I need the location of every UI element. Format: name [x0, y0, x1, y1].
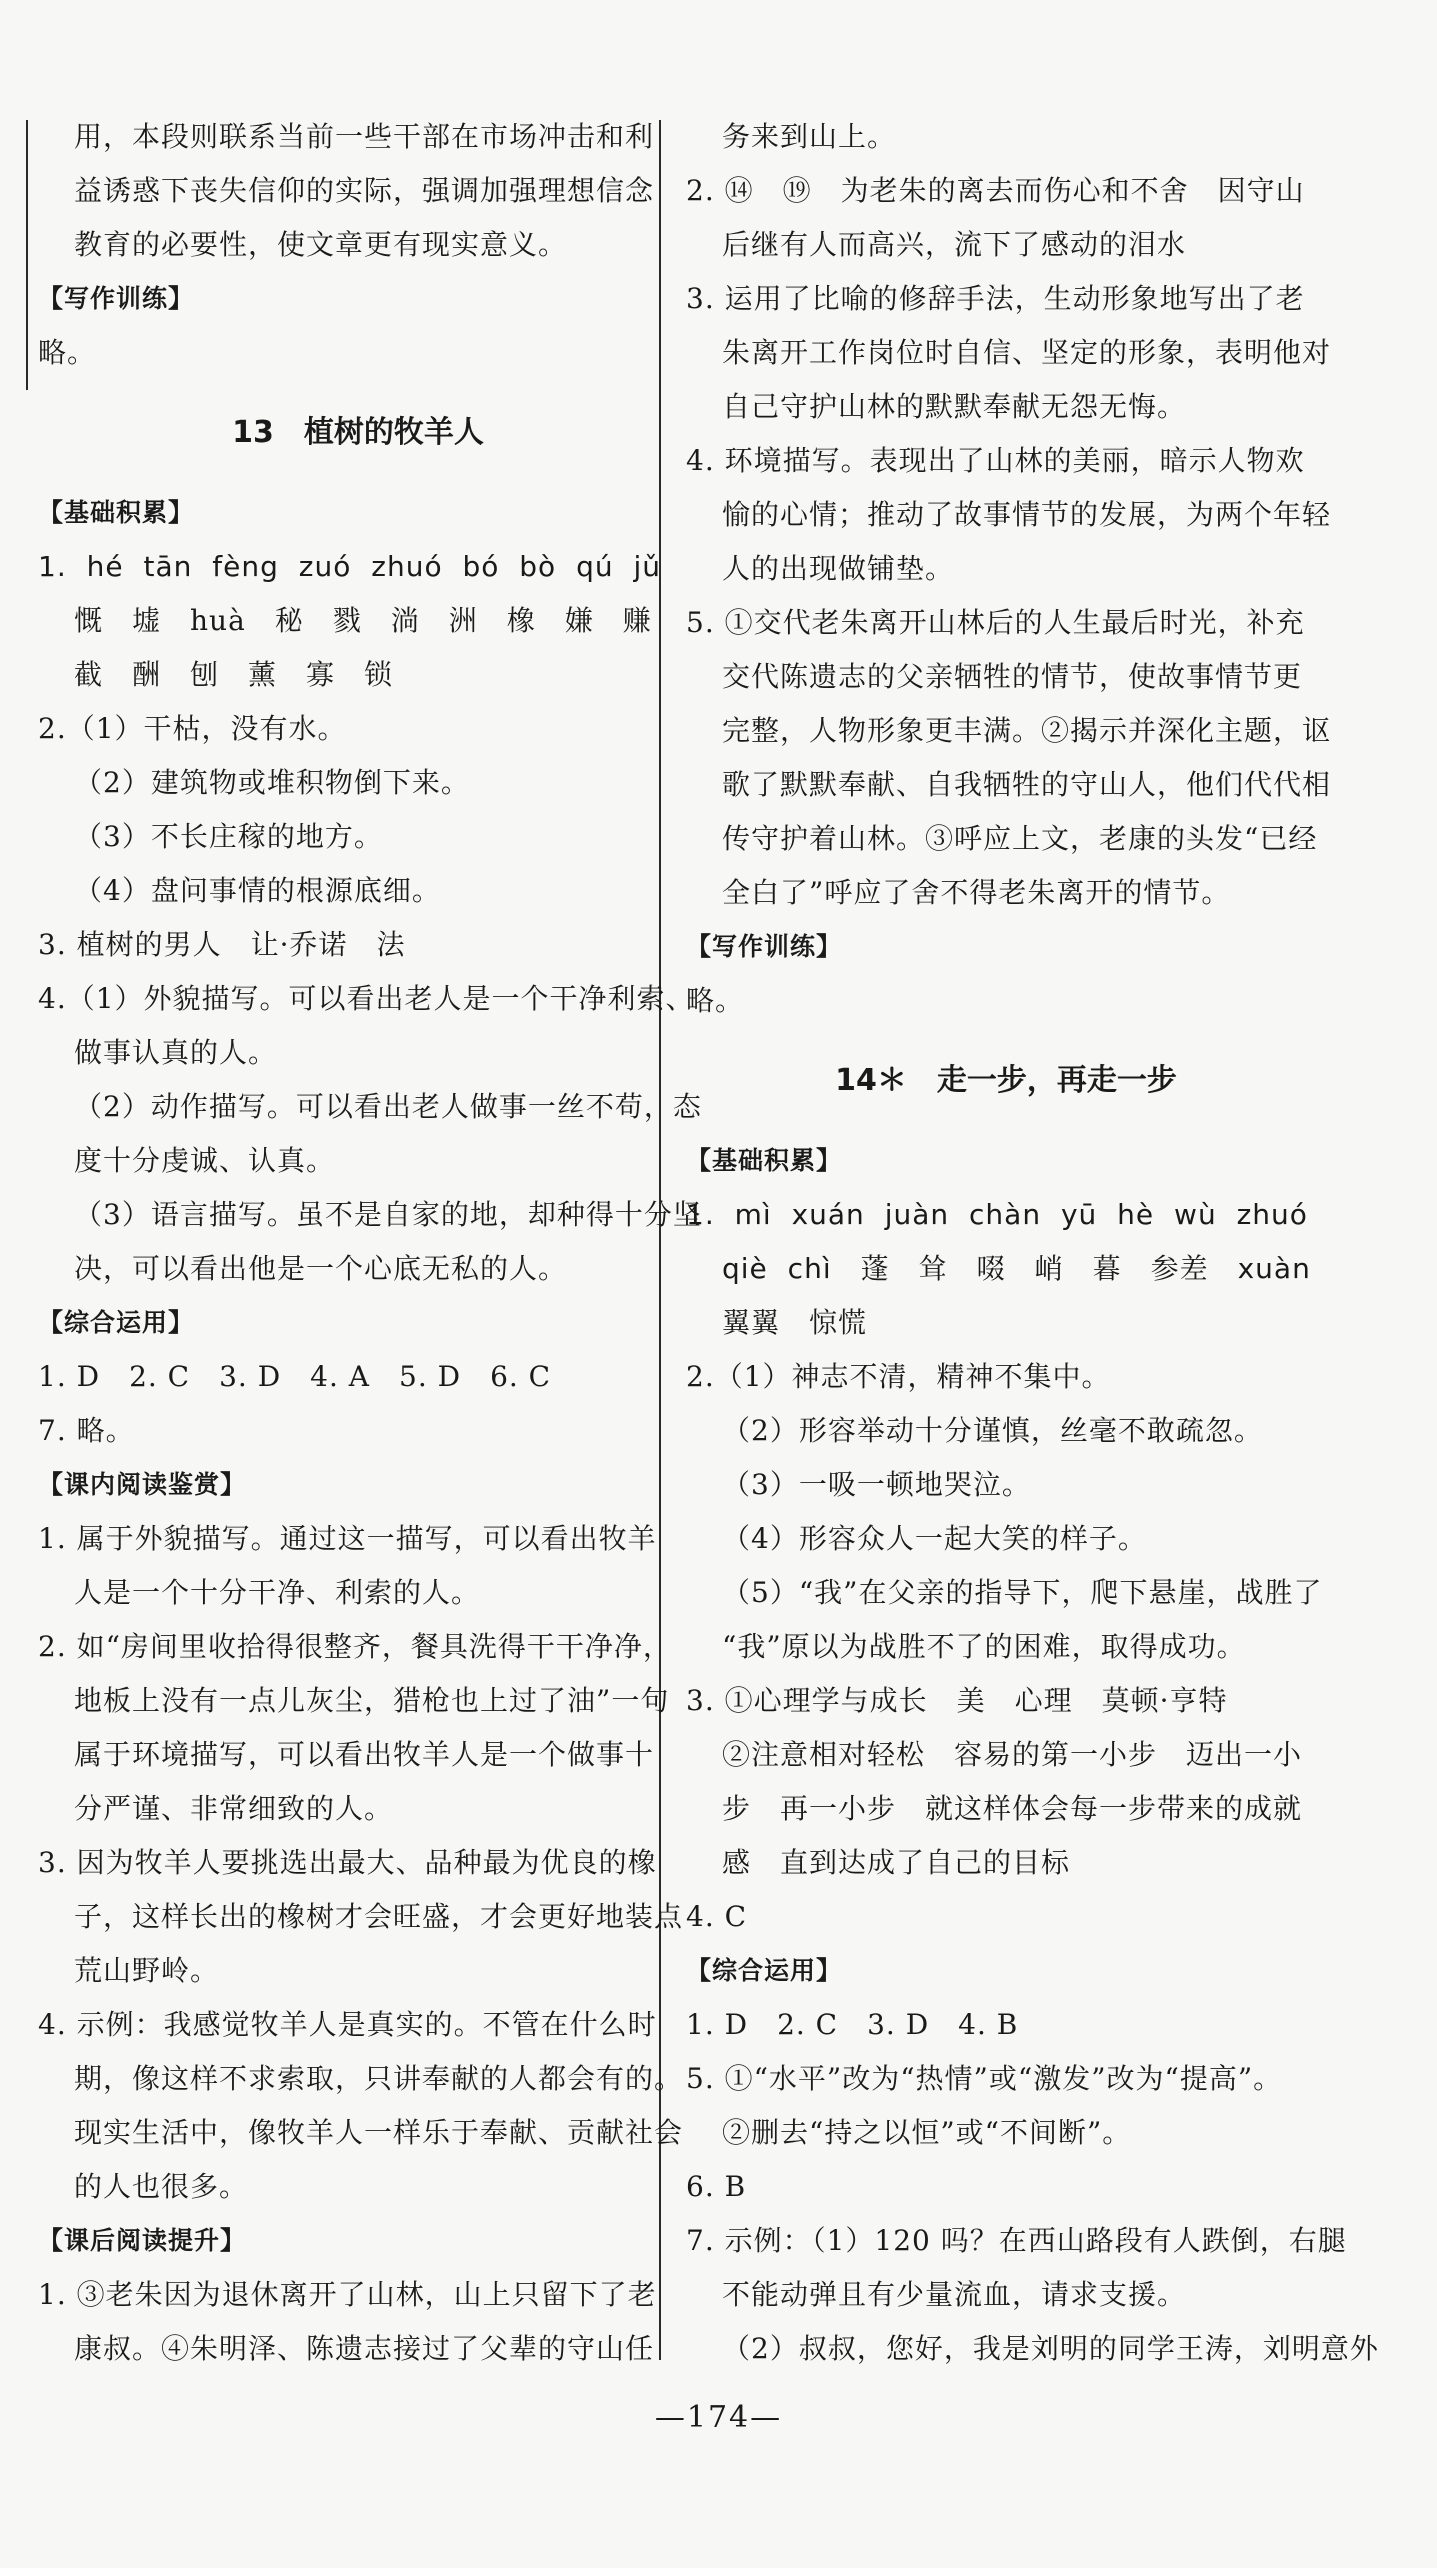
text-line: 5. ①交代老朱离开山林后的人生最后时光，补充 — [686, 606, 1305, 639]
section-heading: 【基础积累】 — [38, 498, 195, 527]
text-line: 不能动弹且有少量流血，请求支援。 — [722, 2278, 1187, 2311]
text-line: 后继有人而高兴，流下了感动的泪水 — [722, 228, 1187, 261]
text-line: 人的出现做铺垫。 — [722, 552, 955, 585]
text-line: 全白了”呼应了舍不得老朱离开的情节。 — [722, 876, 1231, 909]
text-line: 略。 — [686, 984, 745, 1017]
section-heading: 【课后阅读提升】 — [38, 2226, 247, 2255]
text-line: 3. ①心理学与成长 美 心理 莫顿·亨特 — [686, 1684, 1228, 1717]
text-line: 1. D 2. C 3. D 4. A 5. D 6. C — [38, 1360, 552, 1393]
text-line: 截 酬 刨 薰 寡 锁 — [74, 658, 394, 691]
section-heading: 【综合运用】 — [686, 1956, 843, 1985]
text-line: 分严谨、非常细致的人。 — [74, 1792, 394, 1825]
pinyin-line: 1. mì xuán juàn chàn yū hè wù zhuó — [686, 1198, 1308, 1231]
text-line: 期，像这样不求索取，只讲奉献的人都会有的。 — [74, 2062, 684, 2095]
section-heading: 【课内阅读鉴赏】 — [38, 1470, 247, 1499]
text-line: 益诱惑下丧失信仰的实际，强调加强理想信念 — [74, 174, 655, 207]
text-line: 用，本段则联系当前一些干部在市场冲击和利 — [74, 120, 655, 153]
text-line: ②删去“持之以恒”或“不间断”。 — [722, 2116, 1132, 2149]
text-line: 7. 略。 — [38, 1414, 135, 1447]
text-line: 地板上没有一点儿灰尘，猎枪也上过了油”一句 — [74, 1684, 670, 1717]
text-line: 2. ⑭ ⑲ 为老朱的离去而伤心和不舍 因守山 — [686, 174, 1305, 207]
text-line: 3. 植树的男人 让·乔诺 法 — [38, 928, 406, 961]
text-line: 感 直到达成了自己的目标 — [722, 1846, 1071, 1879]
text-line: 4. 示例：我感觉牧羊人是真实的。不管在什么时 — [38, 2008, 657, 2041]
text-line: 朱离开工作岗位时自信、坚定的形象，表明他对 — [722, 336, 1332, 369]
text-line: 翼翼 惊慌 — [722, 1306, 868, 1339]
text-line: 子，这样长出的橡树才会旺盛，才会更好地装点 — [74, 1900, 684, 1933]
text-line: 略。 — [38, 336, 97, 369]
text-line: 4.（1）外貌描写。可以看出老人是一个干净利索、 — [38, 982, 695, 1015]
text-line: （4）形容众人一起大笑的样子。 — [722, 1522, 1147, 1555]
text-line: 荒山野岭。 — [74, 1954, 220, 1987]
text-line: 1. 属于外貌描写。通过这一描写，可以看出牧羊 — [38, 1522, 657, 1555]
text-line: （2）形容举动十分谨慎，丝毫不敢疏忽。 — [722, 1414, 1263, 1447]
text-line: 完整，人物形象更丰满。②揭示并深化主题，讴 — [722, 714, 1332, 747]
text-line: 慨 墟 huà 秘 戮 淌 洲 橡 嫌 赚 — [74, 604, 652, 637]
text-line: （3）不长庄稼的地方。 — [74, 820, 383, 853]
text-line: 的人也很多。 — [74, 2170, 249, 2203]
text-line: 自己守护山林的默默奉献无怨无悔。 — [722, 390, 1187, 423]
text-line: 决，可以看出他是一个心底无私的人。 — [74, 1252, 568, 1285]
text-line: （3）一吸一顿地哭泣。 — [722, 1468, 1031, 1501]
text-line: 教育的必要性，使文章更有现实意义。 — [74, 228, 568, 261]
text-line: （2）叔叔，您好，我是刘明的同学王涛，刘明意外 — [722, 2332, 1379, 2365]
text-line: 传守护着山林。③呼应上文，老康的头发“已经 — [722, 822, 1318, 855]
text-line: 1. ③老朱因为退休离开了山林，山上只留下了老 — [38, 2278, 657, 2311]
page-number: —174— — [654, 2400, 783, 2435]
right-column — [686, 110, 1379, 2376]
text-line: 务来到山上。 — [722, 120, 897, 153]
text-line: （4）盘问事情的根源底细。 — [74, 874, 441, 907]
text-line: 2.（1）神志不清，精神不集中。 — [686, 1360, 1111, 1393]
section-heading: 【基础积累】 — [686, 1146, 843, 1175]
text-line: 歌了默默奉献、自我牺牲的守山人，他们代代相 — [722, 768, 1332, 801]
text-line: 2. 如“房间里收拾得很整齐，餐具洗得干干净净， — [38, 1630, 672, 1663]
text-line: 人是一个十分干净、利索的人。 — [74, 1576, 481, 1609]
text-line: 6. B — [686, 2170, 747, 2203]
text-line: 2.（1）干枯，没有水。 — [38, 712, 347, 745]
text-line: “我”原以为战胜不了的困难，取得成功。 — [722, 1630, 1246, 1663]
text-line: 康叔。④朱明泽、陈遗志接过了父辈的守山任 — [74, 2332, 655, 2365]
text-line: （5）“我”在父亲的指导下，爬下悬崖，战胜了 — [722, 1576, 1323, 1609]
text-line: 属于环境描写，可以看出牧羊人是一个做事十 — [74, 1738, 655, 1771]
text-line: 交代陈遗志的父亲牺牲的情节，使故事情节更 — [722, 660, 1303, 693]
section-heading: 【写作训练】 — [686, 932, 843, 961]
lesson-title: 13 植树的牧羊人 — [232, 415, 484, 450]
text-line: 步 再一小步 就这样体会每一步带来的成就 — [722, 1792, 1303, 1825]
text-line: （2）建筑物或堆积物倒下来。 — [74, 766, 470, 799]
pinyin-line: 1. hé tān fèng zuó zhuó bó bò qú jǔ — [38, 550, 662, 583]
text-line: （2）动作描写。可以看出老人做事一丝不苟，态 — [74, 1090, 702, 1123]
text-line: ②注意相对轻松 容易的第一小步 迈出一小 — [722, 1738, 1303, 1771]
text-line: 4. 环境描写。表现出了山林的美丽，暗示人物欢 — [686, 444, 1305, 477]
text-line: 做事认真的人。 — [74, 1036, 278, 1069]
left-margin-rule — [26, 120, 28, 390]
text-line: 3. 因为牧羊人要挑选出最大、品种最为优良的橡 — [38, 1846, 657, 1879]
text-line: 5. ①“水平”改为“热情”或“激发”改为“提高”。 — [686, 2062, 1283, 2095]
text-line: 1. D 2. C 3. D 4. B — [686, 2008, 1019, 2041]
section-heading: 【写作训练】 — [38, 284, 195, 313]
text-line: 愉的心情；推动了故事情节的发展，为两个年轻 — [722, 498, 1332, 531]
text-line: 现实生活中，像牧羊人一样乐于奉献、贡献社会 — [74, 2116, 684, 2149]
section-heading: 【综合运用】 — [38, 1308, 195, 1337]
lesson-title: 14＊ 走一步，再走一步 — [835, 1063, 1177, 1098]
left-column — [38, 110, 702, 2376]
text-line: （3）语言描写。虽不是自家的地，却种得十分坚 — [74, 1198, 702, 1231]
text-line: 3. 运用了比喻的修辞手法，生动形象地写出了老 — [686, 282, 1305, 315]
text-line: 度十分虔诚、认真。 — [74, 1144, 336, 1177]
pinyin-line: qiè chì 蓬 耸 啜 峭 暮 参差 xuàn — [722, 1252, 1311, 1285]
text-line: 7. 示例：（1）120 吗？在西山路段有人跌倒，右腿 — [686, 2224, 1347, 2257]
text-line: 4. C — [686, 1900, 748, 1933]
